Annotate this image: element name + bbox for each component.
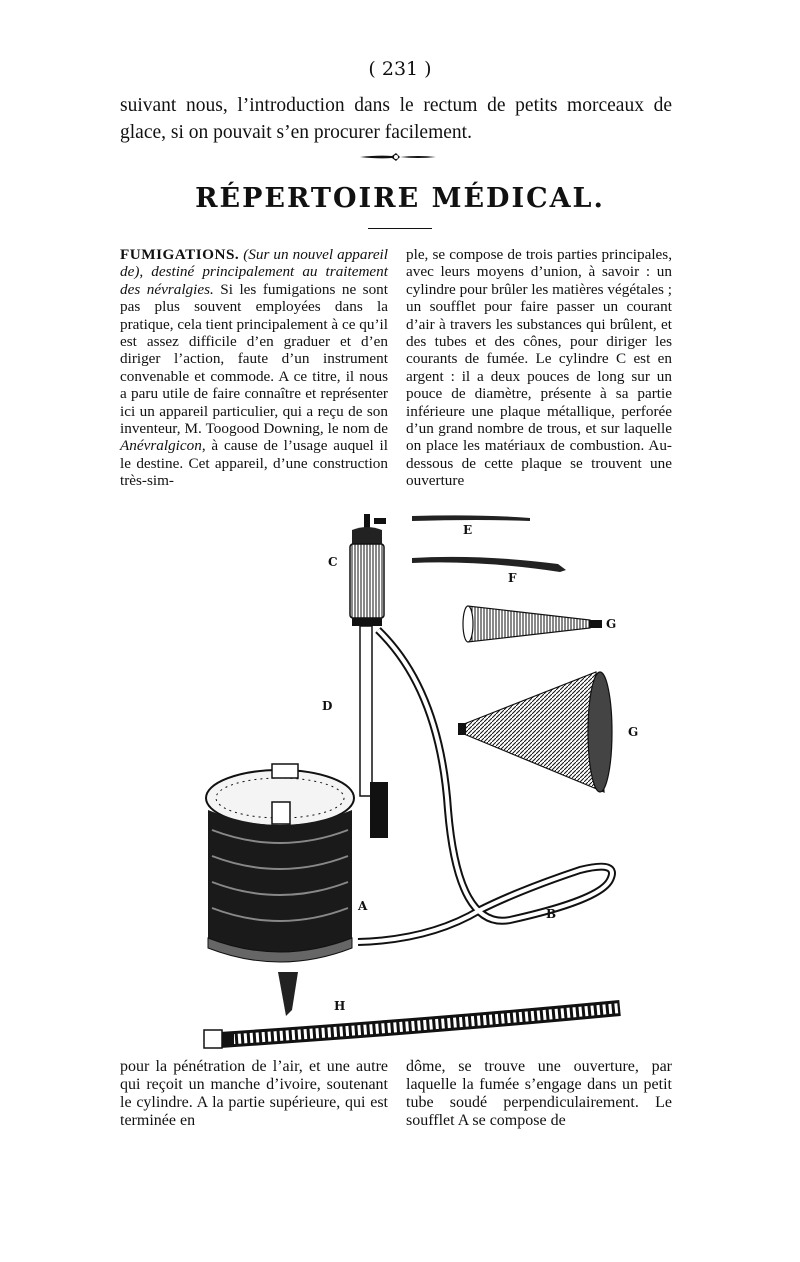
label-b: B (546, 907, 557, 921)
entry-subtitle: (Sur un nouvel appareil de), destiné principalement au traitement des névralgies. (120, 246, 388, 298)
label-a: A (358, 899, 368, 913)
apparatus-illustration (180, 510, 660, 1060)
label-c: C (328, 555, 338, 569)
label-g-small: G (606, 617, 617, 631)
small-cone (463, 606, 616, 642)
column-right-bottom: dôme, se trouve une ouverture, par laquelle la fumée s’engage dans un petit tube soudé perpendiculairement. Le soufflet A se compose de (406, 1058, 672, 1129)
label-f: F (508, 571, 517, 585)
column-right (406, 246, 672, 490)
label-e: E (463, 523, 473, 537)
page-number: ( 231 ) (368, 58, 432, 80)
entry-lead: FUMIGATIONS. (120, 246, 240, 263)
column-left (120, 246, 388, 490)
ornament-divider (358, 150, 438, 164)
label-g-large: G (628, 725, 639, 739)
intro-paragraph: suivant nous, l’introduction dans le rectum de petits morceaux de glace, si on pouvait s’en procurer facilement. (120, 95, 672, 143)
section-title: RÉPERTOIRE MÉDICAL. (195, 183, 605, 214)
device-name: Anévralgicon (120, 437, 202, 455)
bellows-a (206, 764, 368, 1016)
tube-e (412, 515, 530, 537)
entry-body: Si les fumigations ne sont pas plus souvent employées dans la pratique, cela tient principalement à ce qu’il est assez difficile d’en graduer et d’en diriger l’action, faute d’un instrument convenable et commode. A ce titre, il nous a paru utile de faire connaître et représenter ici un appareil particulier, qui a reçu de son inventeur, M. Toogood Downing, le nom de (120, 280, 389, 438)
column-left-bottom: pour la pénétration de l’air, et une autre qui reçoit un manche d’ivoire, soutenant le cylindre. A la partie supérieure, qui est terminée en (120, 1058, 388, 1129)
label-d: D (322, 699, 333, 713)
title-rule (368, 228, 432, 229)
tube-f (412, 557, 566, 585)
label-h: H (334, 999, 346, 1013)
flexible-tube-b (358, 630, 612, 942)
cylinder-c (328, 514, 386, 626)
hose-h (204, 999, 620, 1048)
entry-body-end: , à cause de l’usage auquel il le destine. Cet appareil, d’une construction très-sim- (120, 437, 388, 490)
large-cone (458, 672, 638, 792)
column-right-text: ple, se compose de trois parties principales, avec leurs moyens d’union, à savoir : un cylindre pour brûler les matières végétales ; un soufflet pour faire passer un courant d’air à travers les substances qui brûlent, et des tubes et des cônes, pour diriger les courants de fumée. Le cylindre C est en argent : il a deux pouces de long sur un pouce de diamètre, présente à sa partie inférieure une plaque métallique, perforée d’un grand nombre de trous, et sur laquelle on place les matériaux de combustion. Au-dessous de cette plaque se trouvent une ouverture (406, 246, 672, 490)
